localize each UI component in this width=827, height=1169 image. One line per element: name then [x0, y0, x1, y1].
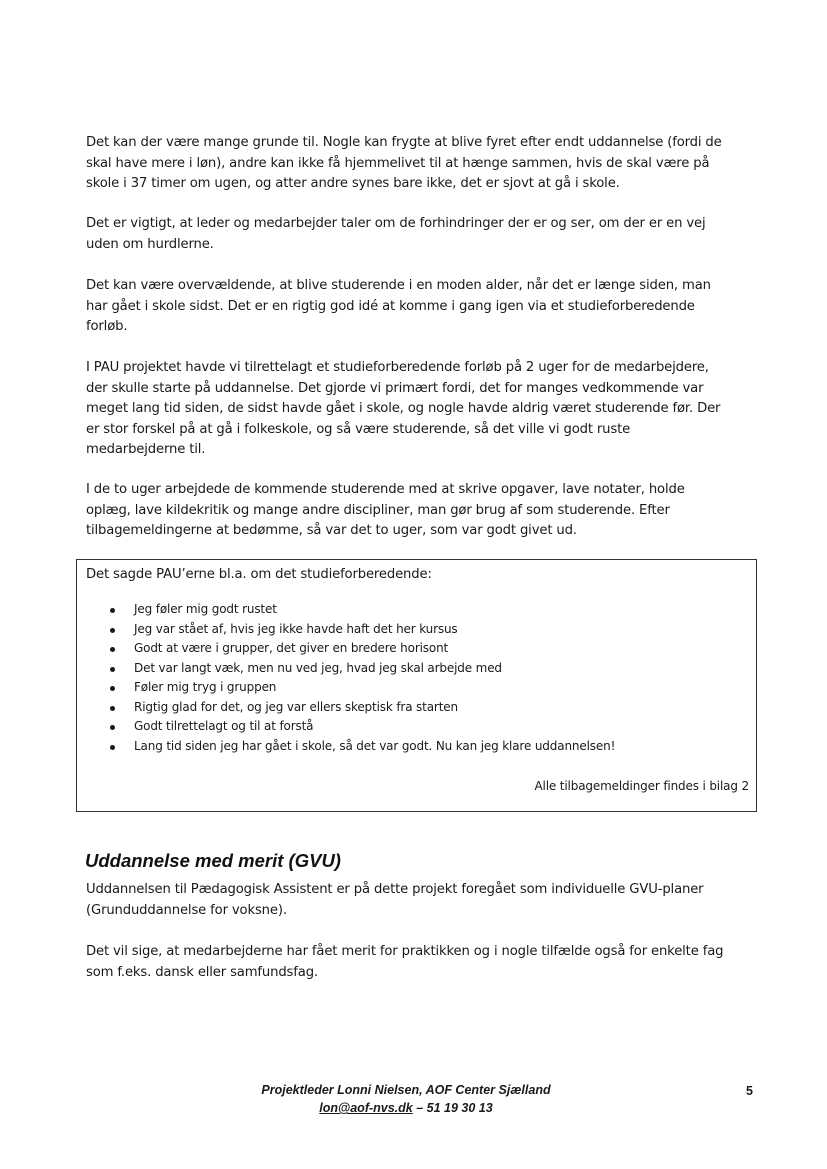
feedback-list-item: [77, 600, 615, 620]
section-heading: Uddannelse med merit (GVU): [85, 850, 341, 871]
body-paragraph: I PAU projektet havde vi tilrettelagt et studieforberedende forløb på 2 uger for de medarbejdere, der skulle starte på uddannelse. Det gjorde vi primært fordi, det for manges vedkommende var meget lang tid siden, de sidst havde gået i skole, og nogle havde aldrig været studerende før. Der er stor forskel på at gå i folkeskole, og så være studerende, så det ville vi godt ruste medarbejderne til.: [86, 360, 721, 457]
feedback-list: [77, 600, 615, 756]
bullet-icon: [110, 706, 115, 711]
body-paragraph: Det kan der være mange grunde til. Nogle kan frygte at blive fyret efter endt uddannelse (fordi de skal have mere i løn), andre kan ikke få hjemmelivet til at hænge sammen, hvis de skal være på skole i 37 timer om ugen, og atter andre synes bare ikke, det er sjovt at gå i skole.: [86, 135, 722, 191]
page-footer: [0, 1081, 812, 1117]
feedback-box-heading: Det sagde PAU’erne bl.a. om det studieforberedende:: [86, 567, 432, 582]
footer-phone: – 51 19 30 13: [412, 1101, 493, 1115]
bullet-icon: [110, 667, 115, 672]
feedback-box: [76, 559, 757, 812]
feedback-item-text: Godt tilrettelagt og til at forstå: [134, 719, 314, 733]
feedback-item-text: Jeg var stået af, hvis jeg ikke havde haft det her kursus: [134, 621, 458, 636]
bullet-icon: [110, 745, 115, 750]
feedback-item-text: Føler mig tryg i gruppen: [134, 680, 277, 694]
feedback-list-item: [77, 698, 615, 718]
bullet-icon: [110, 647, 115, 652]
bullet-icon: [110, 608, 115, 613]
section-paragraph: Det vil sige, at medarbejderne har fået merit for praktikken og i nogle tilfælde også for enkelte fag som f.eks. dansk eller samfundsfag.: [86, 944, 724, 980]
body-paragraph: Det er vigtigt, at leder og medarbejder taler om de forhindringer der er og ser, om der er en vej uden om hurdlerne.: [86, 216, 706, 252]
page-number: 5: [746, 1084, 753, 1098]
footer-email-link[interactable]: lon@aof-nvs.dk: [319, 1101, 413, 1115]
feedback-list-item: [77, 620, 615, 640]
bullet-icon: [110, 628, 115, 633]
body-paragraph: I de to uger arbejdede de kommende studerende med at skrive opgaver, lave notater, holde oplæg, lave kildekritik og mange andre discipliner, man gør brug af som studerende. Efter tilbagemeldingerne at bedømme, så var det to uger, som var godt givet ud.: [86, 482, 685, 538]
footer-contact: [0, 1099, 812, 1117]
feedback-list-item: [77, 639, 615, 659]
feedback-list-item: [77, 659, 615, 679]
feedback-item-text: Rigtig glad for det, og jeg var ellers skeptisk fra starten: [134, 699, 458, 714]
feedback-list-item: [77, 737, 615, 757]
appendix-note: Alle tilbagemeldinger findes i bilag 2: [534, 779, 749, 793]
feedback-item-text: Det var langt væk, men nu ved jeg, hvad jeg skal arbejde med: [134, 660, 502, 675]
footer-author: Projektleder Lonni Nielsen, AOF Center Sjælland: [261, 1083, 551, 1097]
feedback-item-text: Lang tid siden jeg har gået i skole, så det var godt. Nu kan jeg klare uddannelsen!: [134, 738, 616, 753]
feedback-item-text: Godt at være i grupper, det giver en bredere horisont: [134, 641, 449, 655]
section-paragraph: Uddannelsen til Pædagogisk Assistent er på dette projekt foregået som individuelle GVU-planer (Grunduddannelse for voksne).: [86, 882, 704, 918]
feedback-list-item: [77, 717, 615, 737]
body-paragraph: Det kan være overvældende, at blive studerende i en moden alder, når det er længe siden, man har gået i skole sidst. Det er en rigtig god idé at komme i gang igen via et studieforberedende forløb.: [86, 278, 711, 334]
feedback-list-item: [77, 678, 615, 698]
feedback-item-text: Jeg føler mig godt rustet: [134, 602, 277, 616]
bullet-icon: [110, 725, 115, 730]
bullet-icon: [110, 686, 115, 691]
